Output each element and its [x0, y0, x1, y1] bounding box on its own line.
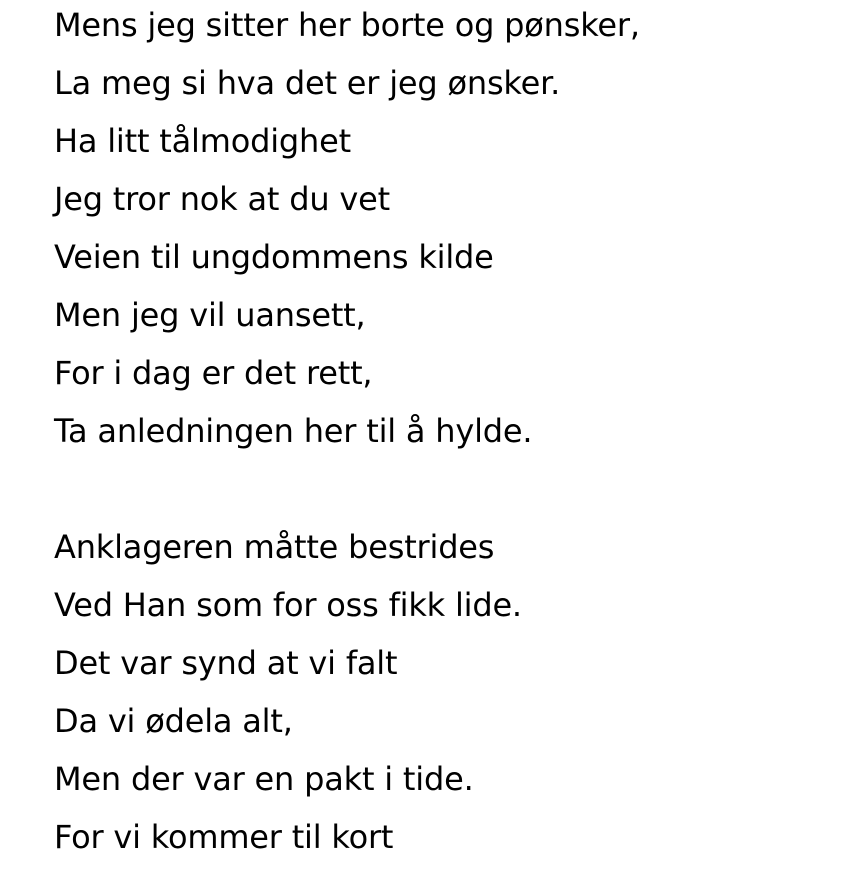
stanza-1	[54, 0, 844, 464]
poem-line: Veien til ungdommens kilde	[54, 238, 494, 276]
poem-line: Ved Han som for oss fikk lide.	[54, 586, 522, 624]
poem-line: Da vi ødela alt,	[54, 702, 293, 740]
poem-line: Jeg tror nok at du vet	[54, 180, 390, 218]
poem-text	[54, 0, 844, 870]
poem-line: For vi kommer til kort	[54, 818, 394, 856]
poem-line: For i dag er det rett,	[54, 354, 373, 392]
poem-line: Anklageren måtte bestrides	[54, 528, 495, 566]
poem-line: Men jeg vil uansett,	[54, 296, 366, 334]
poem-line: Men der var en pakt i tide.	[54, 760, 474, 798]
poem-line: Ta anledningen her til å hylde.	[54, 412, 533, 450]
poem-line: Mens jeg sitter her borte og pønsker,	[54, 6, 640, 44]
poem-line: Ha litt tålmodighet	[54, 122, 351, 160]
poem-line: La meg si hva det er jeg ønsker.	[54, 64, 561, 102]
stanza-2	[54, 522, 844, 870]
poem-line: Det var synd at vi falt	[54, 644, 398, 682]
